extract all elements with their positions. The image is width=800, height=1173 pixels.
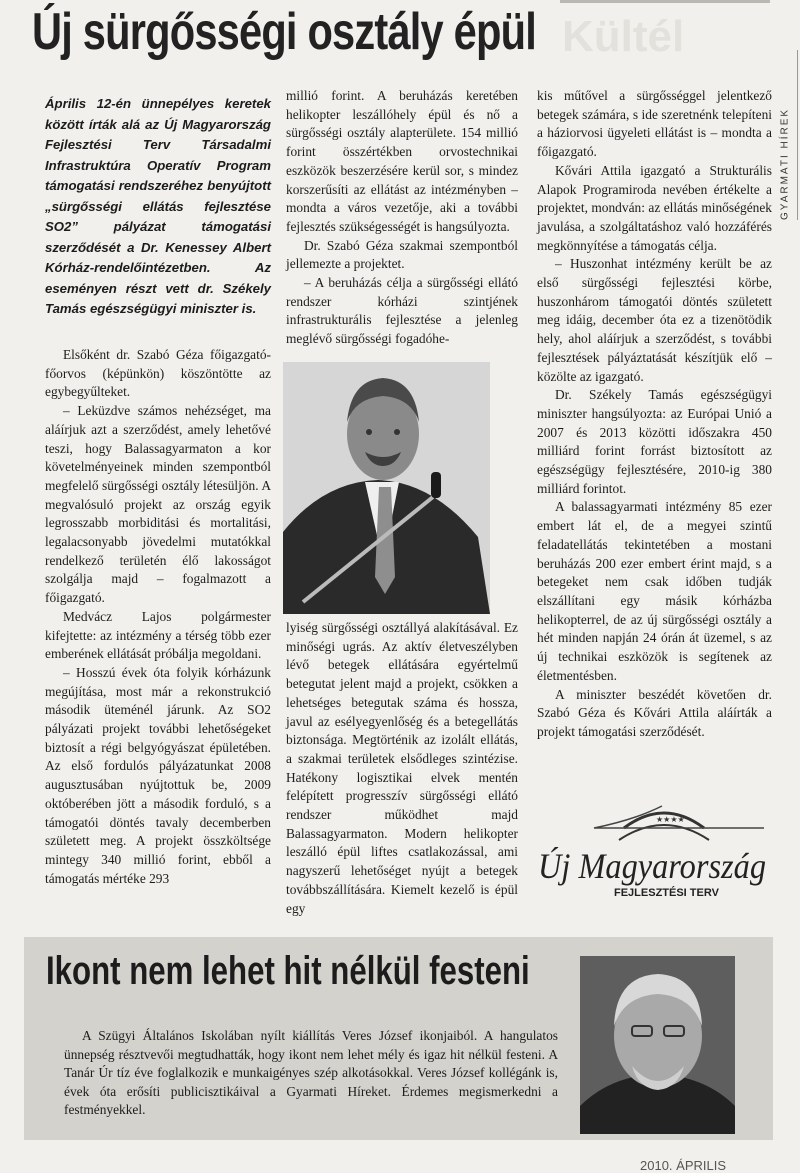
svg-text:★★★★: ★★★★: [656, 815, 685, 824]
painter-photo: [580, 956, 735, 1134]
page-footer: 2010. ÁPRILIS: [640, 1158, 726, 1173]
paragraph: – Huszonhat intézmény került be az első sürgősségi fejlesztési körbe, huszonhárom támogatói döntés született meg idáig, december óta ez a tizenötödik hely, ahol aláírjuk a szerződést, s további fejlesztések pályáztatását készítjük elő – közölte az igazgató.: [537, 256, 772, 384]
logo-sub-text: FEJLESZTÉSI TERV: [614, 887, 719, 899]
paragraph: – Hosszú évek óta folyik kórházunk megújítása, most már a rekonstrukció második üteménél járunk. Az SO2 pályázati projekt további lehetőségeket biztosít a régi belgyógyászat épületében. Az első fordulós pályázatunkat 2008 augusztusában nyújtottuk be, 2009 októberében jött a második forduló, s a támogatói döntés tavaly decemberben született meg. A projekt összköltsége mintegy 340 millió forint, ebből a támogatás mértéke 293: [45, 664, 271, 886]
paragraph: Dr. Székely Tamás egészségügyi miniszter hangsúlyozta: az Európai Unió a 2007 és 2013 közötti időszakra 450 milliárd forint forrást biztosított az egészségügy fejlesztésére, 2010-ig 380 milliárd forintot.: [537, 387, 772, 496]
article-column-2-top: [286, 87, 518, 349]
sidebar-article-box: [24, 937, 773, 1140]
paragraph: Elsőként dr. Szabó Géza főigazgató-főorvos (képünkön) köszöntötte az egybegyűlteket.: [45, 347, 271, 400]
paragraph: millió forint. A beruházás keretében helikopter leszállóhely épül és nő a sürgősségi osztály alapterülete. 154 millió forint összértékben orvostechnikai eszközök beszerzésére kerül sor, s mindez korszerűsíti az ellátást az intézményben – mondta a város vezetője, aki a további fejlesztés szükségességét is hangsúlyozta.: [286, 88, 518, 234]
speaker-photo-illustration: [283, 362, 490, 614]
paragraph: lyiség sürgősségi osztállyá alakításával. Ez minőségi ugrás. Az aktív életveszélyben lévő betegek ellátására egyértelmű betegutat jelent majd a projekt, csökken a lehetséges betegutak száma és hossza, javul az esélyegyenlőség és a betegellátás biztonsága. Megtörténik az izolált ellátás, a szakmai területek elsődleges szintézise. Hatékony logisztikai elvek mentén felépített progresszív sürgősségi ellátó rendszer működhet majd Balassagyarmaton. Modern helikopter leszálló épül liftes csatlakozással, ami nagyszerű lehetőséget nyújt a betegek továbbszállítására. Kiemelt kezelő is épül egy: [286, 620, 518, 916]
painter-photo-illustration: [580, 956, 735, 1134]
paragraph: A miniszter beszédét követően dr. Szabó Géza és Kővári Attila aláírták a projekt támogatási szerződését.: [537, 686, 772, 739]
umft-logo: [534, 800, 774, 900]
article-lead: Április 12-én ünnepélyes keretek között írták alá az Új Magyarország Fejlesztési Terv Társadalmi Infrastruktúra Operatív Program támogatási rendszeréhez benyújtott „sürgősségi ellátás fejlesztése SO2” pályázat támogatási szerződését a Dr. Kenessey Albert Kórház-rendelőintézetben. Az eseményen részt vett dr. Székely Tamás egészségügyi miniszter is.: [45, 96, 271, 316]
ghost-bleed-title: Kültél: [562, 12, 685, 61]
paragraph: A balassagyarmati intézmény 85 ezer embert lát el, de a megyei szintű feladatellátás tekintetében a mostani beruházás 200 ezer embert érint majd, s a betegeket nem csak időben tudják elszállítani egy másik kórházba helikopterrel, de az új sürgősségi osztály a hét minden napján 24 órán át üzemel, s az új technikai eszközök is segítenek az életmentésben.: [537, 499, 772, 683]
umft-logo-graphic: [534, 800, 774, 900]
section-side-label: GYARMATI HÍREK: [773, 50, 798, 220]
paragraph: kis műtővel a sürgősséggel jelentkező betegek számára, s ide szeretnénk telepíteni a háziorvosi ügyeleti ellátást is – mondta a főigazgató.: [537, 88, 772, 160]
logo-main-text: Új Magyarország: [538, 846, 766, 886]
speaker-photo: [283, 362, 490, 614]
paragraph: – Leküzdve számos nehézséget, ma aláírjuk azt a szerződést, amely lehetővé teszi, hogy Balassagyarmaton a kor követelményeinek minden szempontból megfelelő sürgősségi osztály létesüljön. A megvalósuló projekt az ország egyik legrosszabb morbiditási és mortalitási, legalacsonyabb jövedelmi mutatókkal rendelkező területén élő lakosságot szolgálja majd – fogalmazott a főigazgató.: [45, 403, 271, 606]
page-title: Új sürgősségi osztály épül: [32, 3, 536, 61]
article-column-2-bottom: [286, 619, 518, 918]
paragraph: Kővári Attila igazgató a Strukturális Alapok Programiroda nevében értékelte a projektet, mondván: az ellátás minőségének javulása, a szolgáltatáshoz való hozzáférés megkönnyítése a támogatás célja.: [537, 162, 772, 253]
box-title: Ikont nem lehet hit nélkül festeni: [46, 949, 530, 993]
top-rule: [560, 0, 770, 3]
article-column-3: [537, 87, 772, 742]
paragraph: Dr. Szabó Géza szakmai szempontból jellemezte a projektet.: [286, 237, 518, 272]
box-text: A Szügyi Általános Iskolában nyílt kiállítás Veres József ikonjaiból. A hangulatos ünnepség résztvevői megtudhatták, hogy ikont nem lehet mély és igaz hit nélkül festeni. A Tanár Úr tíz éve foglalkozik e munkaigényes szép alkotásokkal. Veres József kollégánk is, évek óta erősíti publicisztikáival a Gyarmati Híreket. Érdemes megismerkedni a festményekkel.: [64, 1028, 558, 1117]
article-column-1: [45, 346, 271, 888]
paragraph: – A beruházás célja a sürgősségi ellátó rendszer kórházi szintjének infrastrukturális fejlesztése a jelenleg meglévő sürgősségi fogadóhe-: [286, 275, 518, 347]
paragraph: Medvácz Lajos polgármester kifejtette: az intézmény a térség több ezer emberének ellátását próbálja megoldani.: [45, 608, 271, 662]
